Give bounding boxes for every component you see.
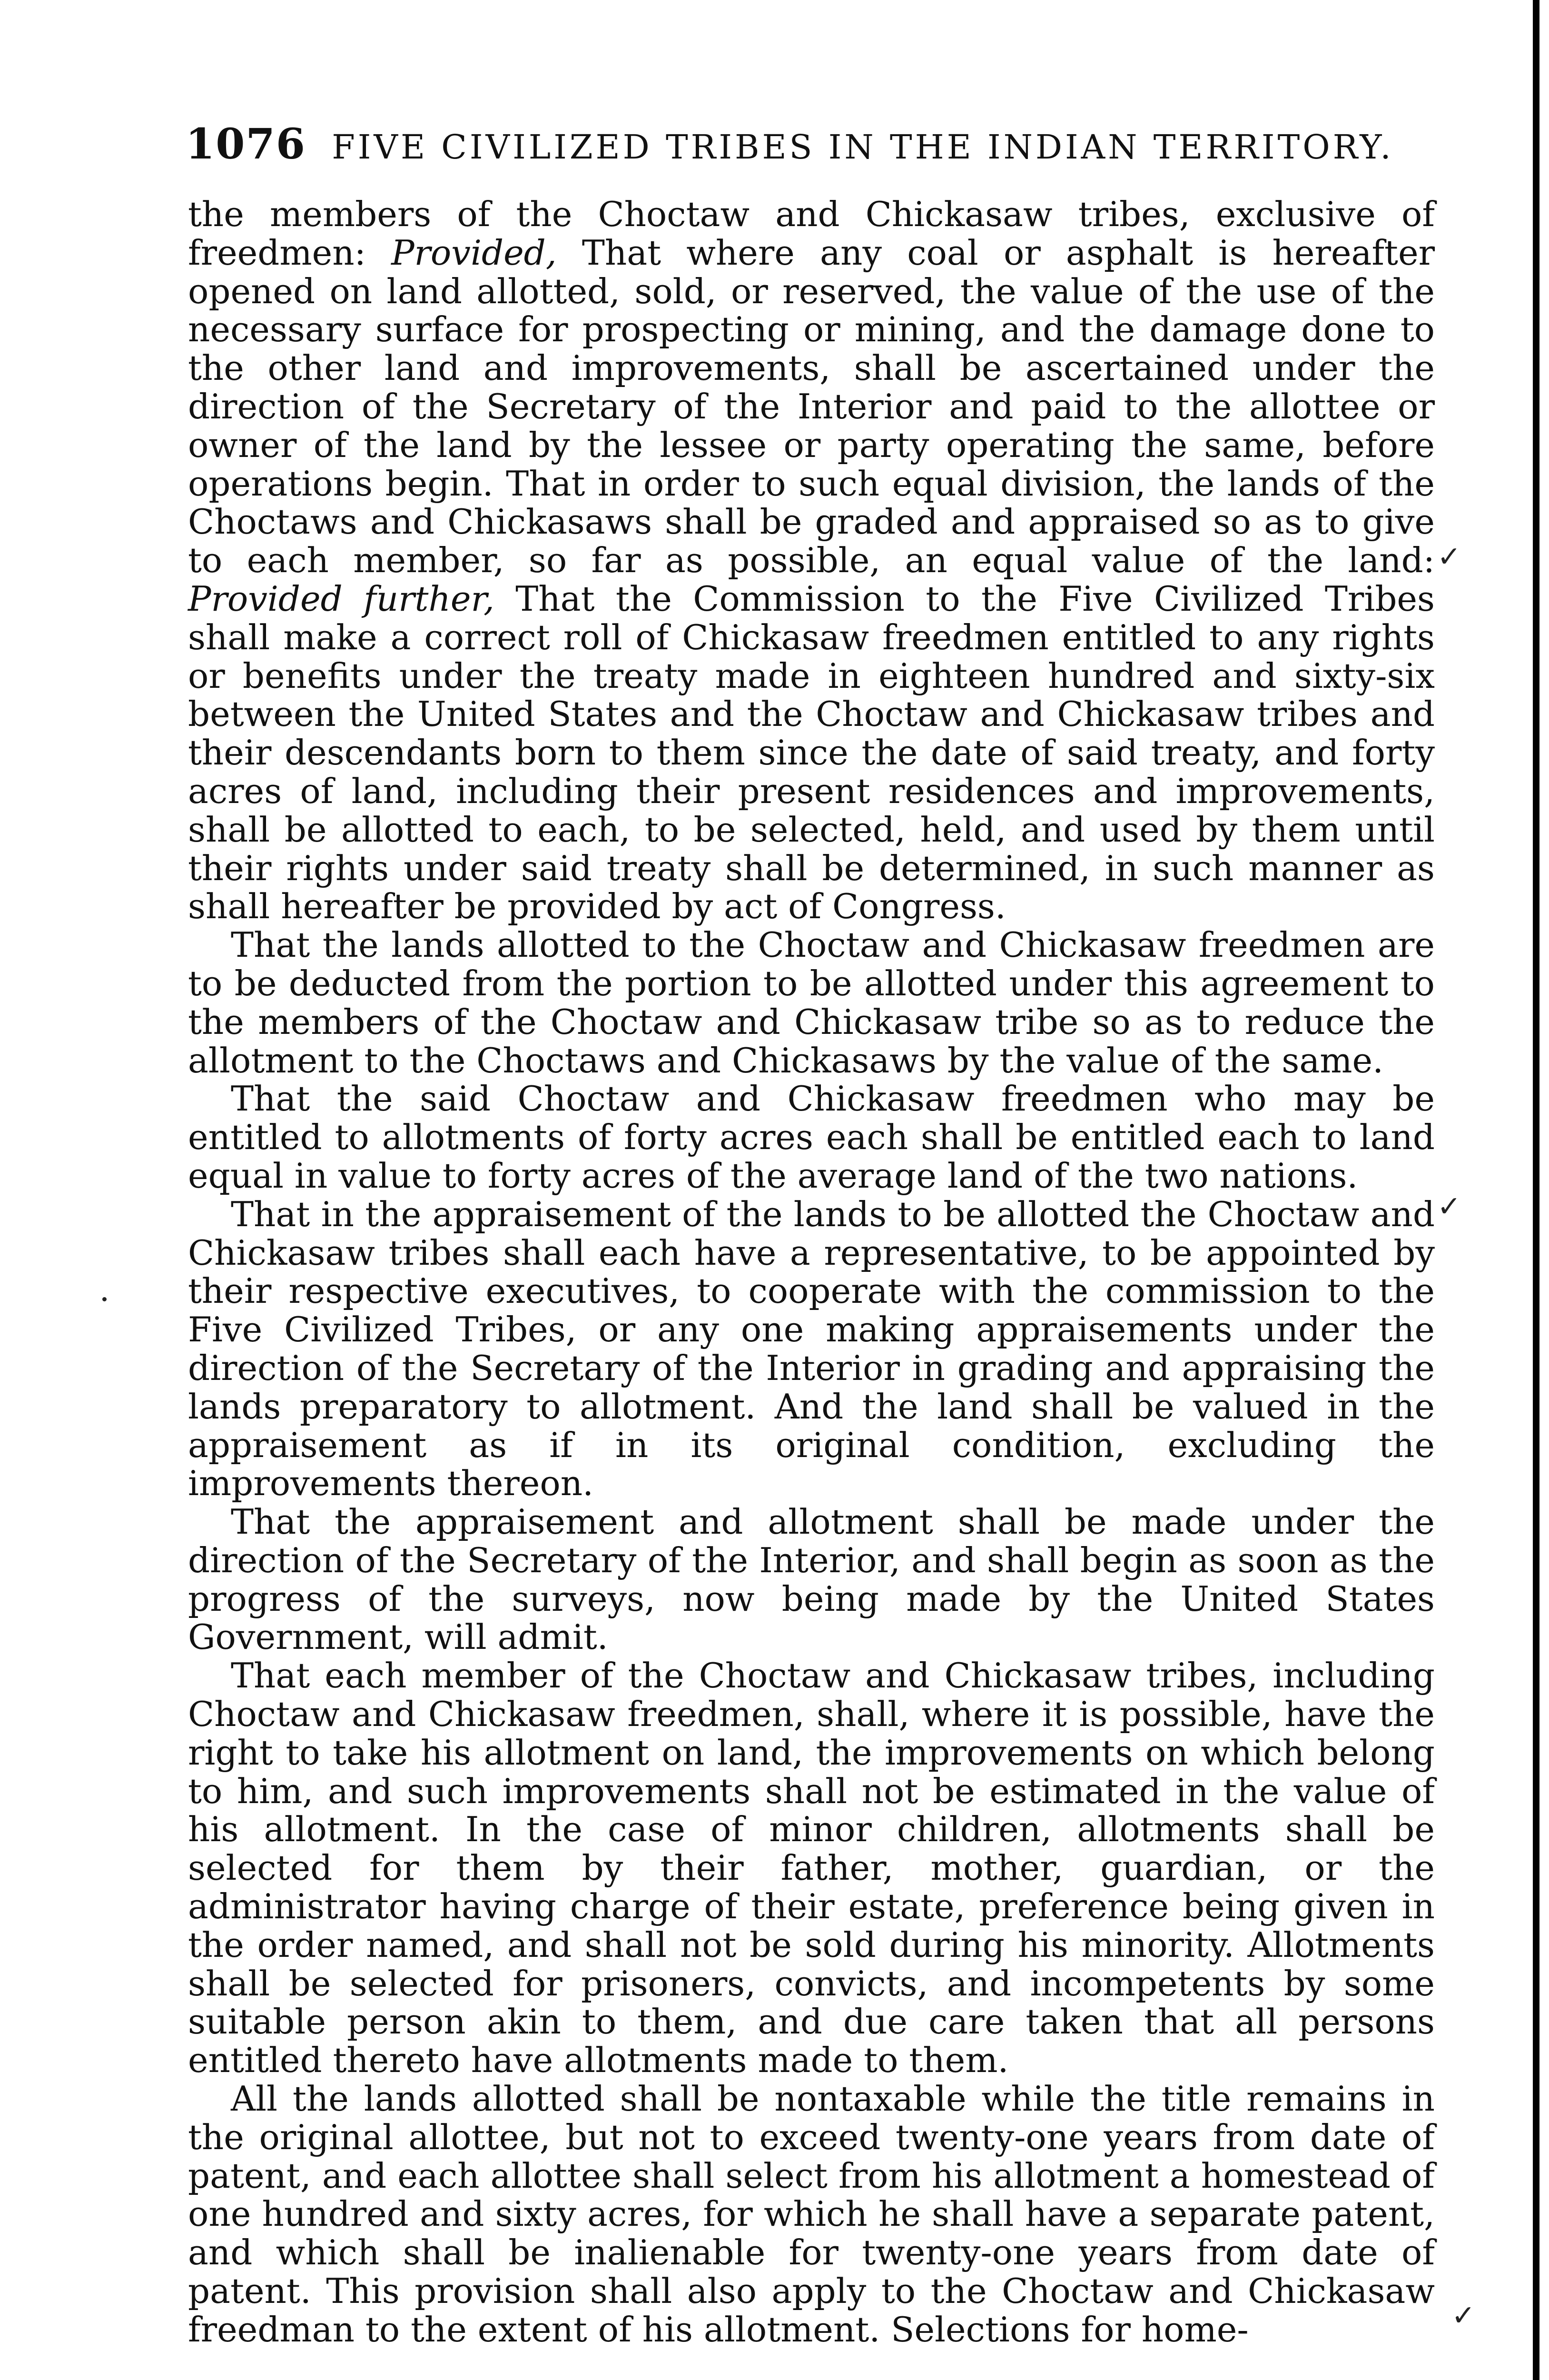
body-text (188, 195, 1435, 2349)
p1-text-c: That where any coal or asphalt is hereafter opened on land allotted, sold, or reserved, the value of the use of the necessary surface for prospecting or mining, and the damage done to the other land and improvements, shall be ascertained under the direction of the Secretary of the Interior and paid to the allottee or owner of the land by the lessee or party operating the same, before operations begin. That in order to such equal division, the lands of the Choctaws and Chickasaws shall be graded and appraised so as to give to each member, so far as possible, an equal value of the land: (188, 232, 1435, 581)
stray-dot (102, 1297, 107, 1301)
p1-text-e: That the Commission to the Five Civilized Tribes shall make a correct roll of Chickasaw freedmen entitled to any rights or benefits under the treaty made in eighteen hundred and sixty-six between the United States and the Choctaw and Chickasaw tribes and their descendants born to them since the date of said treaty, and forty acres of land, including their present residences and improvements, shall be allotted to each, to be selected, held, and used by them until their rights under said treaty shall be determined, in such manner as shall hereafter be provided by act of Congress. (188, 578, 1435, 927)
scan-edge-right (1533, 0, 1539, 2380)
margin-check-mark-3: ✓ (1451, 2299, 1476, 2332)
p1-proviso-2: Provided further, (188, 578, 494, 619)
p1-proviso-1: Provided, (391, 232, 557, 273)
running-title: FIVE CIVILIZED TRIBES IN THE INDIAN TERRITORY. (332, 128, 1394, 167)
paragraph-5: That the appraisement and allotment shall be made under the direction of the Secretary of the Interior, and shall begin as soon as the progress of the surveys, now being made by the United States Government, will admit. (188, 1502, 1435, 1657)
margin-check-mark-1: ✓ (1437, 540, 1461, 574)
page-number: 1076 (186, 119, 306, 169)
paragraph-2: That the lands allotted to the Choctaw and Chickasaw freedmen are to be deducted from the portion to be allotted under this agreement to the members of the Choctaw and Chickasaw tribe so as to reduce the allotment to the Choctaws and Chickasaws by the value of the same. (188, 925, 1435, 1081)
running-header (186, 119, 1394, 169)
paragraph-4: That in the appraisement of the lands to be allotted the Choctaw and Chickasaw tribes shall each have a representative, to be appointed by their respective executives, to cooperate with the commission to the Five Civilized Tribes, or any one making appraisements under the direction of the Secretary of the Interior in grading and appraising the lands preparatory to allotment. And the land shall be valued in the appraisement as if in its original condition, excluding the improvements thereon. (188, 1194, 1435, 1504)
margin-check-mark-2: ✓ (1437, 1190, 1461, 1223)
paragraph-6: That each member of the Choctaw and Chickasaw tribes, including Choctaw and Chickasaw freedmen, shall, where it is possible, have the right to take his allotment on land, the improvements on which belong to him, and such improvements shall not be estimated in the value of his allotment. In the case of minor children, allotments shall be selected for them by their father, mother, guardian, or the administrator having charge of their estate, preference being given in the order named, and shall not be sold during his minority. Allotments shall be selected for prisoners, convicts, and incompetents by some suitable person akin to them, and due care taken that all persons entitled thereto have allotments made to them. (188, 1656, 1435, 2081)
p1-text-a: the members of the Choctaw and Chickasaw tribes, exclusive of freedmen: (188, 194, 1435, 273)
paragraph-3: That the said Choctaw and Chickasaw freedmen who may be entitled to allotments of forty acres each shall be entitled each to land equal in value to forty acres of the average land of the two nations. (188, 1079, 1435, 1196)
paragraph-1 (188, 195, 1435, 926)
paragraph-7: All the lands allotted shall be nontaxable while the title remains in the original allottee, but not to exceed twenty-one years from date of patent, and each allottee shall select from his allotment a homestead of one hundred and sixty acres, for which he shall have a separate patent, and which shall be inalienable for twenty-one years from date of patent. This provision shall also apply to the Choctaw and Chickasaw freedman to the extent of his allotment. Selections for home- (188, 2079, 1435, 2350)
